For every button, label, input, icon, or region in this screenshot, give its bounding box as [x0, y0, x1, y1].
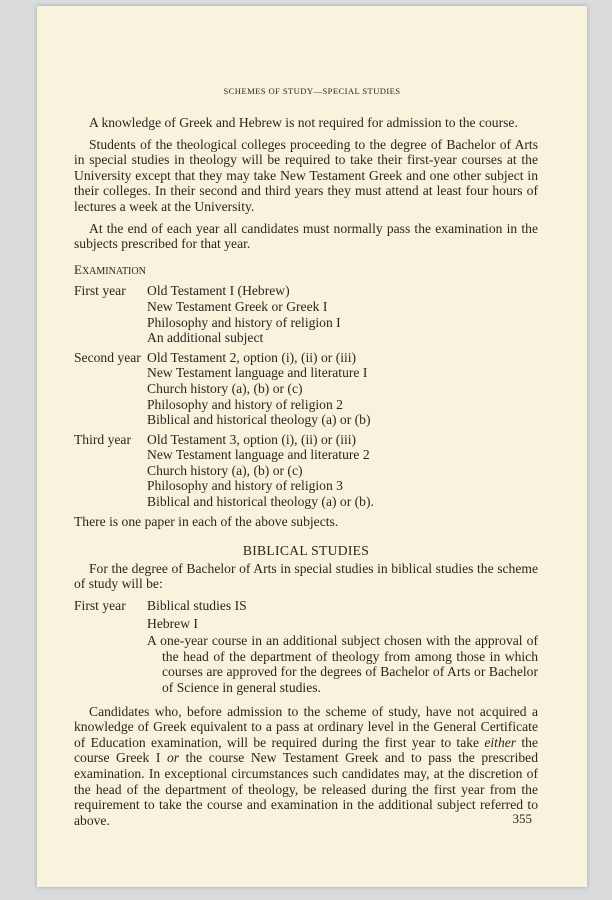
subject-item: Hebrew I [147, 615, 198, 631]
page [37, 6, 587, 887]
year-label: First year [74, 598, 126, 614]
subject-item: Biblical studies IS [147, 598, 247, 614]
subject-item: New Testament Greek or Greek I [147, 298, 328, 314]
running-head: SCHEMES OF STUDY—SPECIAL STUDIES [223, 86, 401, 96]
page-body [74, 115, 538, 834]
subject-item: Church history (a), (b) or (c) [147, 380, 303, 396]
subject-item: Old Testament 3, option (i), (ii) or (iii) [147, 431, 357, 447]
subject-item: A one-year course in an additional subject chosen with the approval of the head of the department of theology from among those in which courses are approved for the degrees of Bachelor of Arts or Bachelor of Science in general studies. [147, 633, 538, 695]
subject-item: Old Testament 2, option (i), (ii) or (iii) [147, 349, 357, 365]
paragraph: At the end of each year all candidates must normally pass the examination in the subjects prescribed for that year. [74, 220, 538, 252]
paragraph: Students of the theological colleges proceeding to the degree of Bachelor of Arts in special studies in theology will be required to take their first-year courses at the University except that they may take New Testament Greek and one other subject in their colleges. In their second and third years they must attend at least four hours of lectures a week at the University. [74, 136, 538, 214]
subject-item: Philosophy and history of religion 3 [147, 478, 343, 494]
year-label: First year [74, 283, 126, 299]
subject-item: Old Testament I (Hebrew) [147, 283, 290, 299]
year-block-third [74, 432, 538, 510]
biblical-first-year [74, 598, 538, 698]
subject-item: Biblical and historical theology (a) or (b) [147, 412, 371, 428]
year-label: Third year [74, 431, 131, 447]
examination-heading: EXAMINATION [74, 261, 146, 277]
year-block-second [74, 350, 538, 428]
subject-item: Church history (a), (b) or (c) [147, 462, 303, 478]
subject-item: New Testament language and literature I [147, 365, 368, 381]
subject-item: Biblical and historical theology (a) or (b). [147, 494, 374, 510]
examination-note: There is one paper in each of the above subjects. [74, 513, 339, 529]
page-number: 355 [512, 811, 532, 826]
subject-item: Philosophy and history of religion I [147, 314, 341, 330]
year-label: Second year [74, 349, 141, 365]
paragraph: For the degree of Bachelor of Arts in special studies in biblical studies the scheme of study will be: [74, 560, 538, 592]
year-block-first [74, 283, 538, 345]
paragraph: A knowledge of Greek and Hebrew is not required for admission to the course. [89, 115, 518, 130]
subject-item: Philosophy and history of religion 2 [147, 396, 343, 412]
section-heading: BIBLICAL STUDIES [242, 543, 370, 559]
paragraph: Candidates who, before admission to the scheme of study, have not acquired a knowledge of Greek equivalent to a pass at ordinary level in the General Certificate of Education examination, will be required during the first year to take either the course Greek I or the course New Testament Greek and to pass the prescribed examination. In exceptional circumstances such candidates may, at the discretion of the head of the department of theology, be released during the first year from the requirement to take the course and examination in the additional subject referred to above. [74, 703, 538, 828]
subject-item: An additional subject [147, 330, 264, 346]
subject-item: New Testament language and literature 2 [147, 447, 370, 463]
